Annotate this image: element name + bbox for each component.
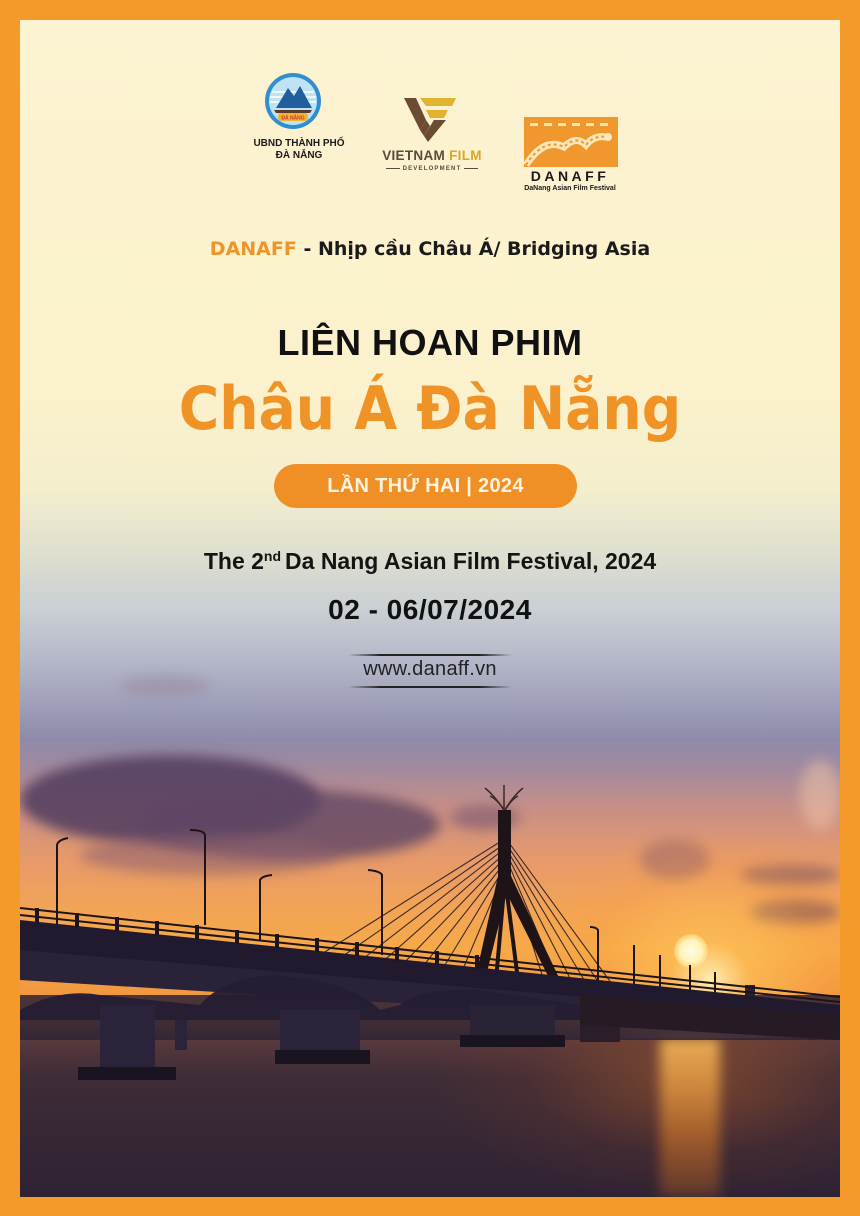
vfd-name-part2: FILM	[449, 148, 482, 163]
tagline-brand: DANAFF	[209, 238, 297, 260]
svg-text:ĐÀ NẴNG: ĐÀ NẴNG	[281, 115, 305, 122]
ubnd-label	[234, 138, 364, 162]
vfd-sub: DEVELOPMENT	[380, 166, 484, 172]
ubnd-label-line2: ĐÀ NẴNG	[275, 150, 323, 161]
danaff-logo-icon	[524, 117, 618, 167]
ubnd-label-line1: UBND THÀNH PHỐ	[253, 138, 345, 149]
danaff-wordmark: DANAFF	[530, 168, 610, 184]
edition-badge: LẦN THỨ HAI | 2024	[274, 464, 577, 508]
festival-dates: 02 - 06/07/2024	[328, 594, 532, 625]
url-divider-bottom	[348, 686, 512, 688]
danaff-subtitle: DaNang Asian Film Festival	[524, 185, 616, 192]
festival-heading: LIÊN HOAN PHIM	[277, 322, 583, 363]
website-link[interactable]: www.danaff.vn	[363, 658, 497, 680]
partner-logos	[0, 0, 860, 200]
festival-title: Châu Á Đà Nẵng	[178, 374, 682, 444]
festival-subtitle-en	[0, 548, 860, 575]
subtitle-ordinal: nd	[263, 548, 282, 564]
vfd-name	[368, 148, 496, 163]
vietnam-film-development-logo-icon	[404, 96, 458, 144]
vfd-name-part1: VIETNAM	[382, 148, 450, 163]
subtitle-suffix: Da Nang Asian Film Festival, 2024	[285, 548, 657, 574]
tagline-text: - Nhịp cầu Châu Á/ Bridging Asia	[296, 238, 651, 260]
tagline	[0, 238, 860, 260]
subtitle-prefix: The 2	[203, 548, 264, 574]
ubnd-da-nang-emblem-icon	[264, 72, 322, 130]
url-divider-top	[348, 654, 512, 656]
